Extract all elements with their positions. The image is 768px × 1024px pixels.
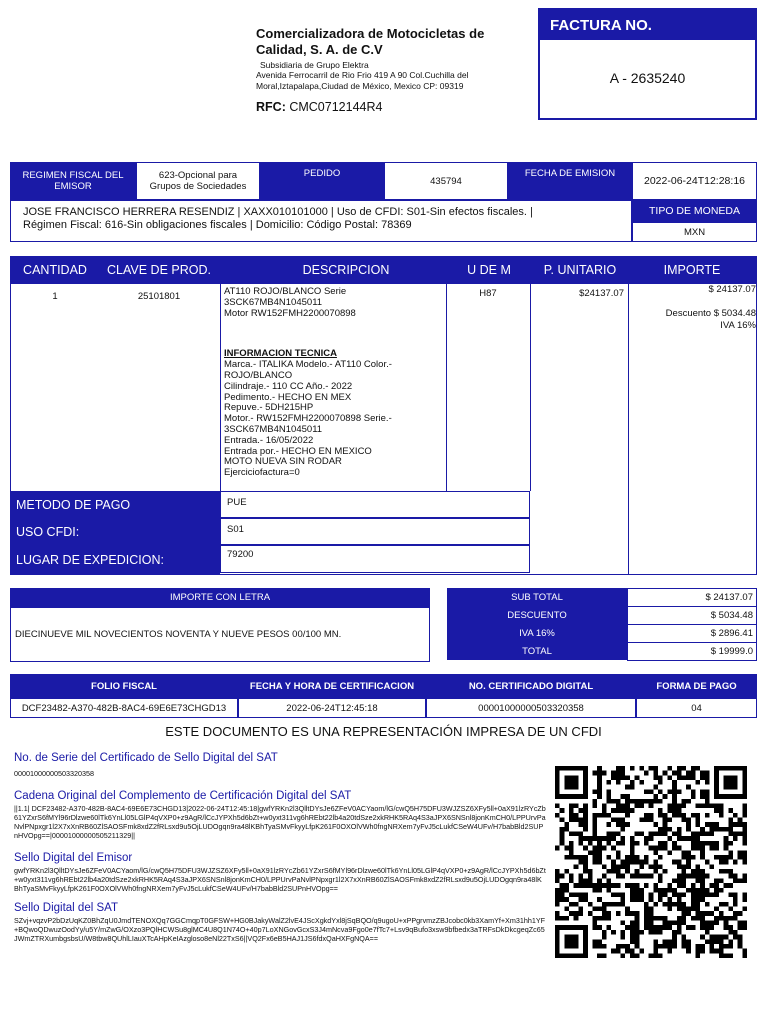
regimen-value: 623-Opcional para Grupos de Sociedades [136,162,260,200]
tech-line-5: Repuve.- 5DH215HP [224,402,314,414]
total-value-total: $ 19999.0 [627,642,757,661]
items-divider-3 [530,283,531,491]
regimen-label: REGIMEN FISCAL DEL EMISOR [10,162,136,200]
rfc-label: RFC: [256,100,286,114]
folio-label: FOLIO FISCAL [91,680,157,692]
col-descripcion: DESCRIPCION [302,262,390,277]
desc-line-3: Motor RW152FMH2200070898 [224,307,356,319]
company-address: Avenida Ferrocarril de Rio Frio 419 A 90 Col.Cuchilla del Moral,Iztapalapa,Ciudad de México, Mexico CP: 09319 [256,70,469,91]
sat-title: Sello Digital del SAT [14,902,118,914]
lugar-label: LUGAR DE EXPEDICION: [10,545,220,575]
item-unidad: H87 [479,288,497,299]
lugar-value: 79200 [220,545,530,573]
tech-line-7: 3SCK67MB4N1045011 [224,423,323,435]
moneda-label: TIPO DE MONEDA [632,200,757,222]
emisor-title: Sello Digital del Emisor [14,852,133,864]
invoice-box [538,8,757,120]
serie-value: 00001000000503320358 [14,769,94,778]
cadena-value: ||1.1| DCF23482-A370-482B-8AC4-69E6E73CHGD13|2022-06-24T12:45:18|gwfYRKn2l3QlltDYsJe6ZFeV0ACYaom/lG/cwQ5H75DFU3WJZSZ6XFy5ll+0aX91lzRYcZb61YZxrS6fMYl96rDlzwe60lTk6YnLl05LGlP4qVXP0+z9AgR/lCcJYPXh5d6bZt+w0yxt311vg6hREbt22lb4a20tdSze2xkRHK5RAq4S3aJPX6SNSnl8jonKmCH0/LPPUrvPaNvlPNpxgr1l2X7xXnRB60ZlSAOSFmk8xdZ2fRLsxd9u5OjLUDOgqn9ra48lKBhTyaSMvFkyyLfpK261F0OXOlVWh0fngNRXem7yFvJ5cLukfCSeW4UFv/H7babBld2SUPnHVOpg==|00001000000505211329|| [14,804,546,840]
col-cantidad: CANTIDAD [23,262,87,277]
forma-label: FORMA DE PAGO [656,680,737,692]
total-label-total: TOTAL [522,645,552,657]
tech-line-10: MOTO NUEVA SIN RODAR [224,456,342,468]
total-value-iva: $ 2896.41 [627,624,757,643]
company-block [256,26,526,114]
tech-line-3: Cilindraje.- 110 CC Año.- 2022 [224,380,353,392]
metodo-label: METODO DE PAGO [10,491,220,518]
folio-value: DCF23482-A370-482B-8AC4-69E6E73CHGD13 [10,698,238,718]
company-name: Comercializadora de Motocicletas de Calidad, S. A. de C.V [256,26,485,57]
invoice-title: FACTURA NO. [540,10,755,40]
item-unitario: $24137.07 [579,288,624,299]
customer-line2: Régimen Fiscal: 616-Sin obligaciones fiscales | Domicilio: Código Postal: 78369 [23,219,412,231]
item-clave: 25101801 [137,291,181,302]
company-rfc [256,100,526,114]
desc-line-2: 3SCK67MB4N1045011 [224,296,323,308]
fecha-label: FECHA DE EMISION [508,162,632,200]
letra-value: DIECINUEVE MIL NOVECIENTOS NOVENTA Y NUEVE PESOS 00/100 MN. [10,607,430,662]
emisor-value: gwfYRKn2l3QlltDYsJe6ZFeV0ACYaom/lG/cwQ5H75DFU3WJZSZ6XFy5ll+0aX91lzRYcZb61YZxrS6fMYl96rDlzwe60lTk6YnLl05LGlP4qVXP0+z9AgR/lCcJYPXh5d6bZt+w0yxt311vg6hREbt22lb4a20tdSze2xkRHK5RAq4S3aJPX6SNSnl8jonKmCH0/LPPUrvPaNvlPNpxgr1l2X7xXnRB60ZlSAOSFmk8xdZ2fRLsxd9u5OjLUDOgqn9ra48lKBhTyaSMvFkyyLfpK261F0OXOlVWh0fngNRXem7yFvJ5cLukfCSeW4UFv/H7babBld2SUPnHVOpg== [14,866,546,893]
serie-title: No. de Serie del Certificado de Sello Digital del SAT [14,752,278,764]
item-description [224,287,444,479]
letra-label: IMPORTE CON LETRA [10,588,430,607]
col-unidad: U DE M [467,262,511,277]
pedido-value: 435794 [384,162,508,200]
pedido-label: PEDIDO [260,162,384,200]
moneda-value: MXN [632,222,757,242]
cert-fecha-value: 2022-06-24T12:45:18 [238,698,426,718]
customer-line1: JOSE FRANCISCO HERRERA RESENDIZ | XAXX010101000 | Uso de CFDI: S01-Sin efectos fiscales. | [23,206,533,218]
item-cantidad: 1 [52,291,58,302]
items-divider-4 [628,283,629,575]
total-value-descuento: $ 5034.48 [627,606,757,625]
tech-line-8: Entrada.- 16/05/2022 [224,434,314,446]
nocert-label: NO. CERTIFICADO DIGITAL [468,680,594,692]
cert-fecha-label: FECHA Y HORA DE CERTIFICACION [249,680,415,692]
rfc-value: CMC0712144R4 [289,100,383,114]
nocert-value: 00001000000503320358 [426,698,636,718]
tech-line-9: Entrada por.- HECHO EN MEXICO [224,445,372,457]
tech-line-4: Pedimento.- HECHO EN MEX [224,391,352,403]
total-value-subtotal: $ 24137.07 [627,588,757,607]
tech-line-1: Marca.- ITALIKA Modelo.- AT110 Color.- [224,359,392,371]
tech-line-6: Motor.- RW152FMH2200070898 Serie.- [224,413,392,425]
tech-line-2: ROJO/BLANCO [224,369,293,381]
tech-line-11: Ejerciciofactura=0 [224,467,300,479]
tech-title: INFORMACION TECNICA [224,348,337,360]
item-importe-value: $ 24137.07 [708,284,756,295]
total-label-iva: IVA 16% [519,627,555,639]
item-descuento: Descuento $ 5034.48 [665,308,756,319]
uso-value: S01 [220,518,530,545]
qr-code [555,766,747,958]
col-unitario: P. UNITARIO [543,262,617,277]
sat-value: SZvj+vqzvP2bDzUqKZ0BhZqU0JmdTENOXQq7GGCmqpT0GFSW+HG0BJakyWalZ2lvE4JScXgkdYxl8jSqBQO/q9ugoU+xPPgrvmzZBJcobc0kb3XamYf+Xm31hh1YF+BQwoQDwuzOodYy/u5Y/mZwG/OXzo3PQlHCWSu8glMC4U8Q1N74O+40p7LoXNGovGcxS3J4mNcva9Fgo0e7fTc7+Lsv9qBufo3xsw9bfbedx3aTRFsDkDkcgeqZc65JWmZTRXumbgsbsU/W8tbw8QUhlLIauXTcAHpKeIAzgloso8eNl22TxS6||VQ2Fx6eB5HAJ1JS6fdxQaHXFgNQA== [14,916,546,943]
total-label-descuento: DESCUENTO [507,609,567,621]
item-importe [630,284,756,332]
invoice-number: A - 2635240 [609,70,686,86]
items-divider-1 [220,283,221,491]
items-divider-2 [446,283,447,491]
forma-value: 04 [636,698,757,718]
representation-text: ESTE DOCUMENTO ES UNA REPRESENTACIÓN IMPRESA DE UN CFDI [165,724,602,739]
col-clave: CLAVE DE PROD. [107,262,211,277]
total-label-subtotal: SUB TOTAL [511,591,563,603]
col-importe: IMPORTE [663,262,721,277]
company-subsidiary: Subsidiaria de Grupo Elektra [260,60,369,70]
item-iva: IVA 16% [720,320,756,331]
desc-line-1: AT110 ROJO/BLANCO Serie [224,286,347,297]
cadena-title: Cadena Original del Complemento de Certificación Digital del SAT [14,790,352,802]
metodo-value: PUE [220,491,530,518]
uso-label: USO CFDI: [10,518,220,545]
customer-box [10,200,632,242]
fecha-value: 2022-06-24T12:28:16 [632,162,757,200]
